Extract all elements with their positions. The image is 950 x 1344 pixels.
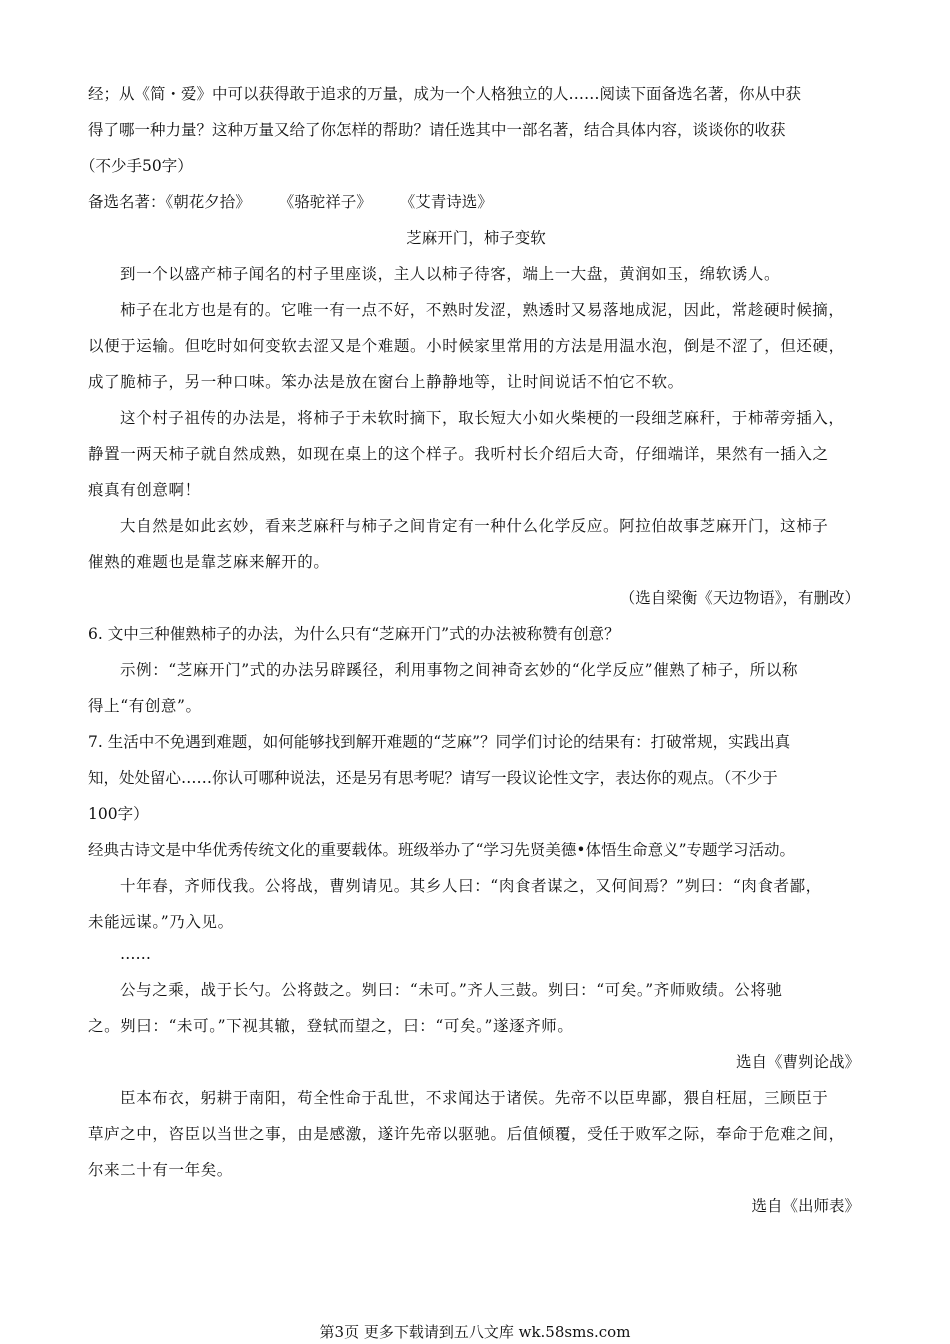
essay-p2-line-1: 柿子在北方也是有的。它唯一有一点不好，不熟时发涩，熟透时又易落地成泥，因此，常趁硬时候摘， — [120, 301, 845, 319]
chushibiao-source: 选自《出师表》 — [751, 1197, 860, 1215]
caogui-source: 选自《曹刿论战》 — [735, 1053, 860, 1071]
classics-intro: 经典古诗文是中华优秀传统文化的重要载体。班级举办了“学习先贤美德•体悟生命意义”专题学习活动。 — [88, 841, 795, 859]
intro-line-3: （不少手50字） — [80, 157, 193, 175]
essay-p4-line-1: 大自然是如此玄妙，看来芝麻秆与柿子之间肯定有一种什么化学反应。阿拉伯故事芝麻开门，这柿子 — [120, 517, 829, 535]
page-footer: 第3页 更多下载请到五八文库 wk.58sms.com — [319, 1323, 631, 1341]
chushibiao-line-1: 臣本布衣，躬耕于南阳，苟全性命于乱世，不求闻达于诸侯。先帝不以臣卑鄙，猥自枉屈，三顾臣于 — [120, 1089, 829, 1107]
caogui-line-3: 公与之乘，战于长勺。公将鼓之。刿曰：“未可。”齐人三鼓。刿曰：“可矣。”齐师败绩。公将驰 — [120, 981, 783, 999]
caogui-line-1: 十年春，齐师伐我。公将战，曹刿请见。其乡人曰：“肉食者谋之，又何间焉？”刿曰：“肉食者鄙， — [120, 877, 822, 895]
essay-p3-line-2: 静置一两天柿子就自然成熟，如现在桌上的这个样子。我听村长介绍后大奇，仔细端详，果然有一插入之 — [88, 445, 829, 463]
answer-6-line-1: 示例：“芝麻开门”式的办法另辟蹊径，利用事物之间神奇玄妙的“化学反应”催熟了柿子，所以称 — [120, 661, 799, 679]
question-7-line-3: 100字） — [88, 805, 149, 823]
question-6: 6. 文中三种催熟柿子的办法，为什么只有“芝麻开门”式的办法被称赞有创意？ — [88, 625, 620, 643]
essay-source: （选自梁衡《天边物语》，有删改） — [619, 589, 860, 607]
question-7-line-2: 知，处处留心……你认可哪种说法，还是另有思考呢？请写一段议论性文字，表达你的观点。（不少于 — [88, 769, 778, 787]
caogui-line-4: 之。刿曰：“未可。”下视其辙，登轼而望之，曰：“可矣。”遂逐齐师。 — [88, 1017, 574, 1035]
essay-p1: 到一个以盛产柿子闻名的村子里座谈，主人以柿子待客，端上一大盘，黄润如玉，绵软诱人。 — [120, 265, 781, 283]
book-option-1: 《朝花夕拾》 — [165, 193, 251, 211]
book-option-3: 《艾青诗选》 — [399, 193, 493, 211]
essay-p2-line-2: 以便于运输。但吃时如何变软去涩又是个难题。小时候家里常用的方法是用温水泡，倒是不涩了，但还硬， — [88, 337, 845, 355]
essay-p4-line-2: 催熟的难题也是靠芝麻来解开的。 — [88, 553, 330, 571]
book-options-label: 备选名著： — [88, 193, 166, 211]
essay-title: 芝麻开门，柿子变软 — [406, 229, 546, 247]
caogui-line-2: 未能远谋。”乃入见。 — [88, 913, 234, 931]
intro-line-2: 得了哪一种力量？这种万量又给了你怎样的帮助？请任选其中一部名著，结合具体内容，谈谈你的收获 — [88, 121, 786, 139]
intro-line-1: 经；从《简・爱》中可以获得敢于追求的万量，成为一个人格独立的人……阅读下面备选名著，你从中获 — [88, 85, 802, 103]
essay-p3-line-3: 痕真有创意啊！ — [88, 481, 201, 499]
question-7-line-1: 7. 生活中不免遇到难题，如何能够找到解开难题的“芝麻”？同学们讨论的结果有：打破常规，实践出真 — [88, 733, 791, 751]
essay-p2-line-3: 成了脆柿子，另一种口味。笨办法是放在窗台上静静地等，让时间说话不怕它不软。 — [88, 373, 684, 391]
caogui-ellipsis: …… — [120, 945, 151, 963]
chushibiao-line-2: 草庐之中，咨臣以当世之事，由是感激，遂许先帝以驱驰。后值倾覆，受任于败军之际，奉命于危难之间， — [88, 1125, 845, 1143]
answer-6-line-2: 得上“有创意”。 — [88, 697, 202, 715]
chushibiao-line-3: 尔来二十有一年矣。 — [88, 1161, 233, 1179]
book-options — [88, 191, 864, 213]
book-option-2: 《骆驼祥子》 — [278, 193, 372, 211]
essay-p3-line-1: 这个村子祖传的办法是，将柿子于未软时摘下，取长短大小如火柴梗的一段细芝麻秆，于柿蒂旁插入， — [120, 409, 845, 427]
